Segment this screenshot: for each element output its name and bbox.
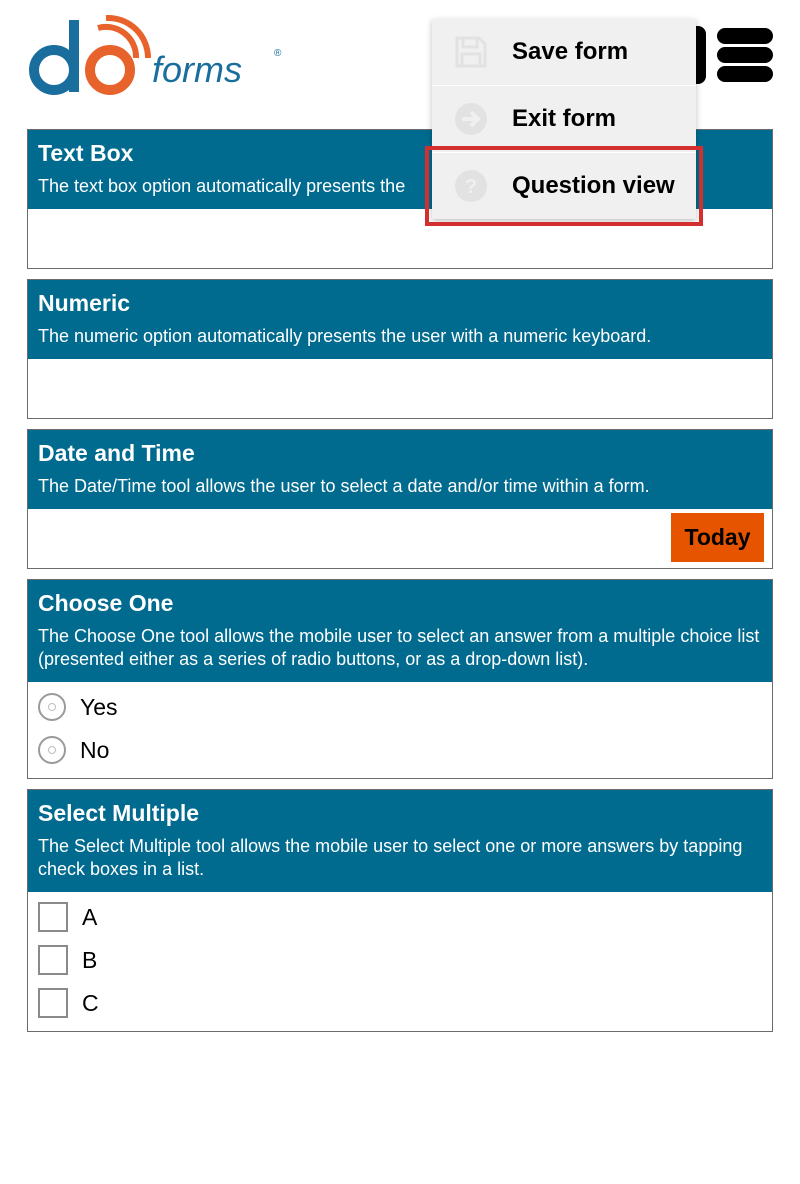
question-numeric [27,279,773,419]
checkbox[interactable] [38,988,68,1018]
radio-button[interactable] [38,693,66,721]
radio-button[interactable] [38,736,66,764]
checkbox-option-b[interactable] [38,943,97,977]
question-description: The numeric option automatically presents the user with a numeric keyboard. [38,326,652,346]
menu-item-save-form[interactable] [432,19,696,86]
question-title: Numeric [38,290,131,316]
question-title: Date and Time [38,440,195,466]
menu-item-label: Question view [512,172,675,199]
svg-text:®: ® [274,48,282,59]
question-title: Text Box [38,140,134,166]
today-button[interactable]: Today [671,513,764,562]
menu-icon[interactable] [717,28,773,84]
question-select-multiple [27,789,773,1032]
checkbox-option-a[interactable] [38,900,97,934]
checkbox-option-c[interactable] [38,986,99,1020]
menu-item-label: Save form [512,38,629,65]
svg-text:?: ? [464,176,478,198]
option-label: B [82,946,98,973]
question-choose-one [27,579,773,779]
arrow-right-circle-icon [454,102,488,136]
doforms-logo [28,14,288,104]
question-title: Select Multiple [38,800,200,826]
radio-option-yes[interactable] [38,690,118,724]
option-label: C [82,989,99,1016]
checkbox[interactable] [38,945,68,975]
question-title: Choose One [38,590,174,616]
svg-text:forms: forms [152,49,242,90]
radio-option-no[interactable] [38,733,109,767]
checkbox[interactable] [38,902,68,932]
question-description: The Date/Time tool allows the user to select a date and/or time within a form. [38,476,650,496]
date-time-field[interactable] [28,509,772,567]
menu-item-label: Exit form [512,105,617,132]
menu-item-exit-form[interactable] [432,86,696,153]
option-label: No [80,736,110,763]
highlight-box [425,146,703,226]
question-date-time [27,429,773,569]
question-description: The text box option automatically presents the [38,176,406,196]
question-description: The Choose One tool allows the mobile user to select an answer from a multiple choice list (presented either as a series of radio buttons, or as a drop-down list). [38,626,760,669]
option-label: Yes [80,693,118,720]
numeric-input-field[interactable] [28,359,772,417]
question-description: The Select Multiple tool allows the mobile user to select one or more answers by tapping check boxes in a list. [38,836,743,879]
save-icon [454,35,488,69]
option-label: A [82,903,98,930]
